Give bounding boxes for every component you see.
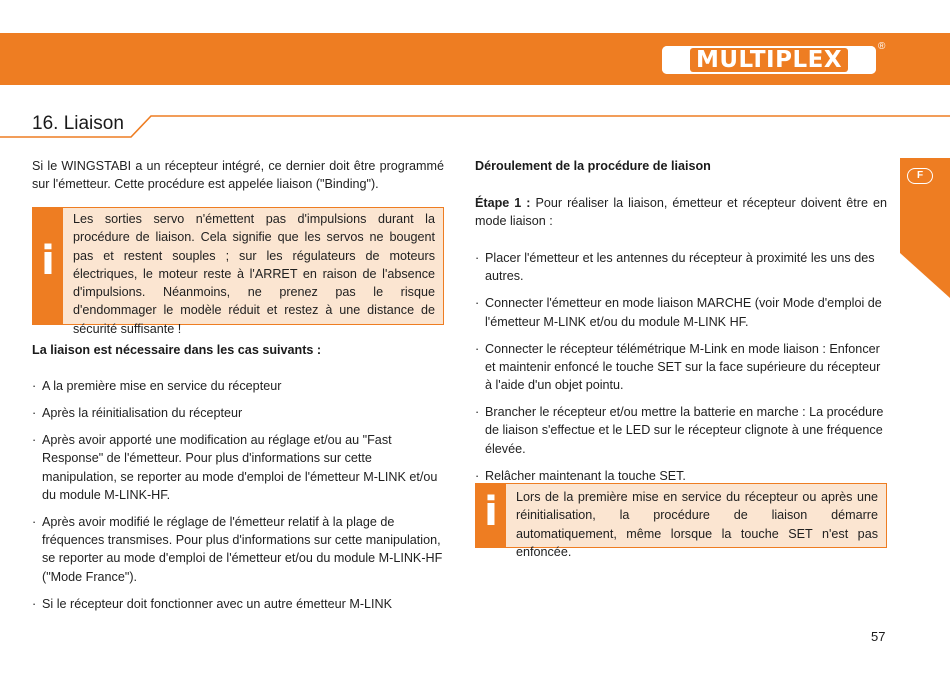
list-item: · Connecter l'émetteur en mode liaison MARCHE (voir Mode d'emploi de l'émetteur M-LINK et/ou du module M-LINK HF. xyxy=(475,294,890,331)
step-label: Étape 1 : xyxy=(475,196,531,210)
registered-mark: ® xyxy=(878,41,886,52)
list-item: · Brancher le récepteur et/ou mettre la batterie en marche : La procédure de liaison s'effectue et le LED sur le récepteur clignote à une fréquence élevée. xyxy=(475,403,890,458)
info-text-auto-bind: Lors de la première mise en service du récepteur ou après une réinitialisation, la procédure de liaison démarre automatiquement, même lorsque la touche SET n'est pas enfoncée. xyxy=(516,490,878,559)
list-item: · Si le récepteur doit fonctionner avec un autre émetteur M-LINK xyxy=(32,595,444,613)
cases-list xyxy=(32,377,444,622)
title-underline xyxy=(0,110,950,140)
list-item: · Après avoir modifié le réglage de l'émetteur relatif à la plage de fréquences transmises. Pour plus d'informations sur cette manipulation, se reporter au mode d'emploi de l'émetteur et/ou du module M-LINK-HF ("Mode France"). xyxy=(32,513,444,586)
procedure-steps xyxy=(475,249,890,494)
procedure-heading: Déroulement de la procédure de liaison xyxy=(475,159,711,173)
list-item: · A la première mise en service du récepteur xyxy=(32,377,444,395)
list-item: · Après la réinitialisation du récepteur xyxy=(32,404,444,422)
step-text: Pour réaliser la liaison, émetteur et récepteur doivent être en mode liaison : xyxy=(475,196,887,229)
page-number: 57 xyxy=(871,629,886,644)
list-item: · Relâcher maintenant la touche SET. xyxy=(475,467,890,485)
info-text-outputs: Les sorties servo n'émettent pas d'impulsions durant la procédure de liaison. Cela signifie que les servos ne bougent pas et restent souples ; sur les régulateurs de moteurs électriques, le moteur reste à l'ARRET en raison de l'absence d'impulsions. Néanmoins, ne prenez pas le risque d'endommager le modèle réduit et restez à une distance de sécurité suffisante ! xyxy=(73,212,435,336)
logo-text: MULTIPLEX xyxy=(690,48,848,72)
info-icon: i xyxy=(41,238,55,284)
step-1 xyxy=(475,194,887,231)
list-item: · Après avoir apporté une modification au réglage et/ou au "Fast Response" de l'émetteur. Pour plus d'informations sur cette manipulation, se reporter au mode d'emploi de l'émetteur M-LINK et/ou du module M-LINK-HF. xyxy=(32,431,444,504)
list-item: · Connecter le récepteur télémétrique M-Link en mode liaison : Enfoncer et maintenir enfoncé le touche SET sur la face supérieure du récepteur à l'aide d'un objet pointu. xyxy=(475,340,890,395)
list-item: · Placer l'émetteur et les antennes du récepteur à proximité les uns des autres. xyxy=(475,249,890,286)
cases-heading: La liaison est nécessaire dans les cas suivants : xyxy=(32,343,322,357)
info-box-outputs xyxy=(32,207,444,336)
info-box-auto-bind xyxy=(475,483,887,559)
intro-paragraph: Si le WINGSTABI a un récepteur intégré, ce dernier doit être programmé sur l'émetteur. Cette procédure est appelée liaison ("Binding"). xyxy=(32,159,444,192)
language-badge: F xyxy=(907,168,933,184)
info-icon: i xyxy=(484,489,498,535)
section-title: 16. Liaison xyxy=(32,113,124,134)
multiplex-logo xyxy=(662,46,876,74)
